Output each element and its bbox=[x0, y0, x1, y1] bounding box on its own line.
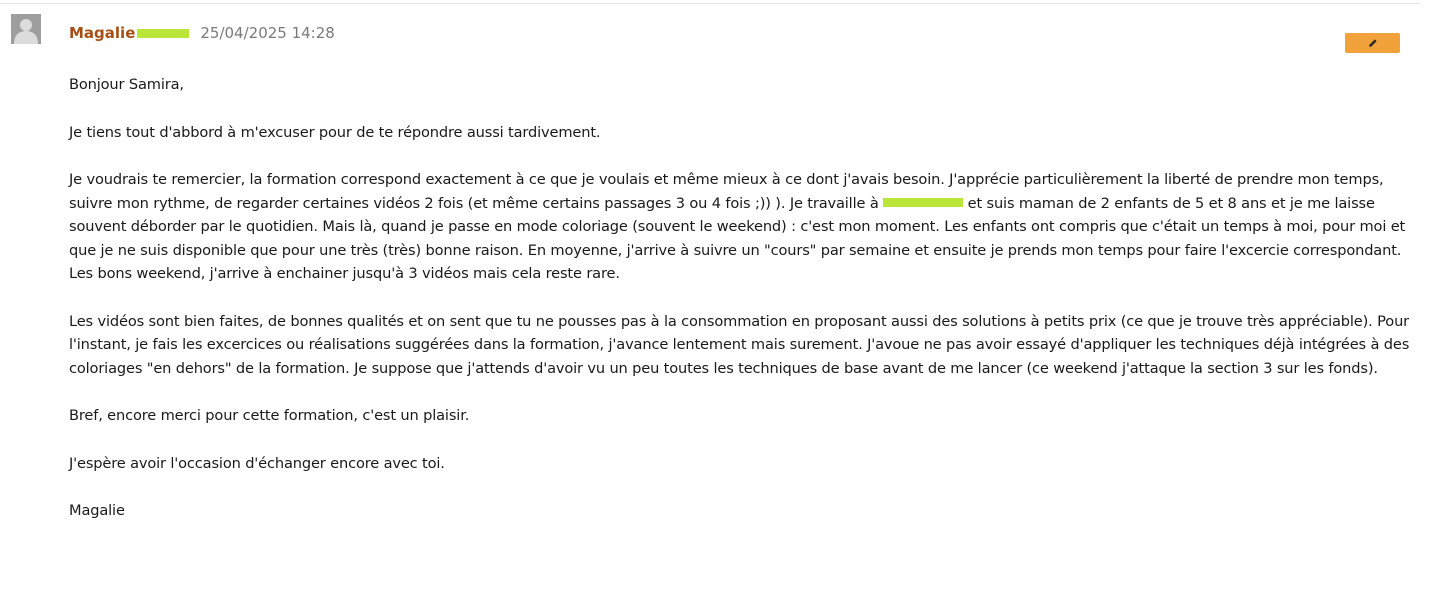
comment-author[interactable] bbox=[69, 24, 189, 42]
message-signature: Magalie bbox=[69, 502, 125, 519]
comment-date: 25/04/2025 14:28 bbox=[200, 24, 335, 42]
message-closing: Bref, encore merci pour cette formation, c'est un plaisir. bbox=[69, 407, 470, 424]
redacted-surname bbox=[137, 29, 189, 38]
thanks-text-after: et suis maman de 2 enfants de 5 et 8 ans et je me laisse souvent déborder par le quotidien. Mais là, quand je passe en mode coloriage (souvent le weekend) : c'est mon moment. Les enfants ont compris que c'était un temps à moi, pour moi et que je ne suis disponible que pour une très (très) bonne raison. En moyenne, j'arrive à suivre un "cours" par semaine et ensuite je prends mon temps pour faire l'excercie correspondant. Les bons weekend, j'arrive à enchainer jusqu'à 3 vidéos mais cela reste rare. bbox=[69, 194, 1406, 282]
author-name: Magalie bbox=[69, 24, 136, 42]
redacted-workplace bbox=[883, 198, 963, 207]
comment-body bbox=[69, 73, 1414, 547]
message-hope: J'espère avoir l'occasion d'échanger encore avec toi. bbox=[69, 454, 445, 472]
comment-header bbox=[69, 22, 335, 44]
user-avatar-icon bbox=[11, 14, 41, 44]
message-apology: Je tiens tout d'abbord à m'excuser pour de te répondre aussi tardivement. bbox=[69, 123, 601, 141]
pencil-icon bbox=[1367, 38, 1378, 49]
message-thanks bbox=[69, 168, 1414, 286]
edit-comment-button[interactable] bbox=[1345, 33, 1400, 53]
message-greeting: Bonjour Samira, bbox=[69, 76, 184, 93]
comment-top-divider bbox=[0, 3, 1420, 4]
thanks-text-before: Je voudrais te remercier, la formation correspond exactement à ce que je voulais et même mieux à ce dont j'avais besoin. J'apprécie particulièrement la liberté de prendre mon temps, suivre mon rythme, de regarder certaines vidéos 2 fois (et même certains passages 3 ou 4 fois ;)) ). Je travaille à bbox=[69, 171, 1384, 212]
message-videos: Les vidéos sont bien faites, de bonnes qualités et on sent que tu ne pousses pas à la consommation en proposant aussi des solutions à petits prix (ce que je trouve très appréciable). Pour l'instant, je fais les excercices ou réalisations suggérées dans la formation, j'avance lentement mais surement. J'avoue ne pas avoir essayé d'appliquer les techniques déjà intégrées à des coloriages "en dehors" de la formation. Je suppose que j'attends d'avoir vu un peu toutes les techniques de base avant de me lancer (ce weekend j'attaque la section 3 sur les fonds). bbox=[69, 312, 1410, 377]
